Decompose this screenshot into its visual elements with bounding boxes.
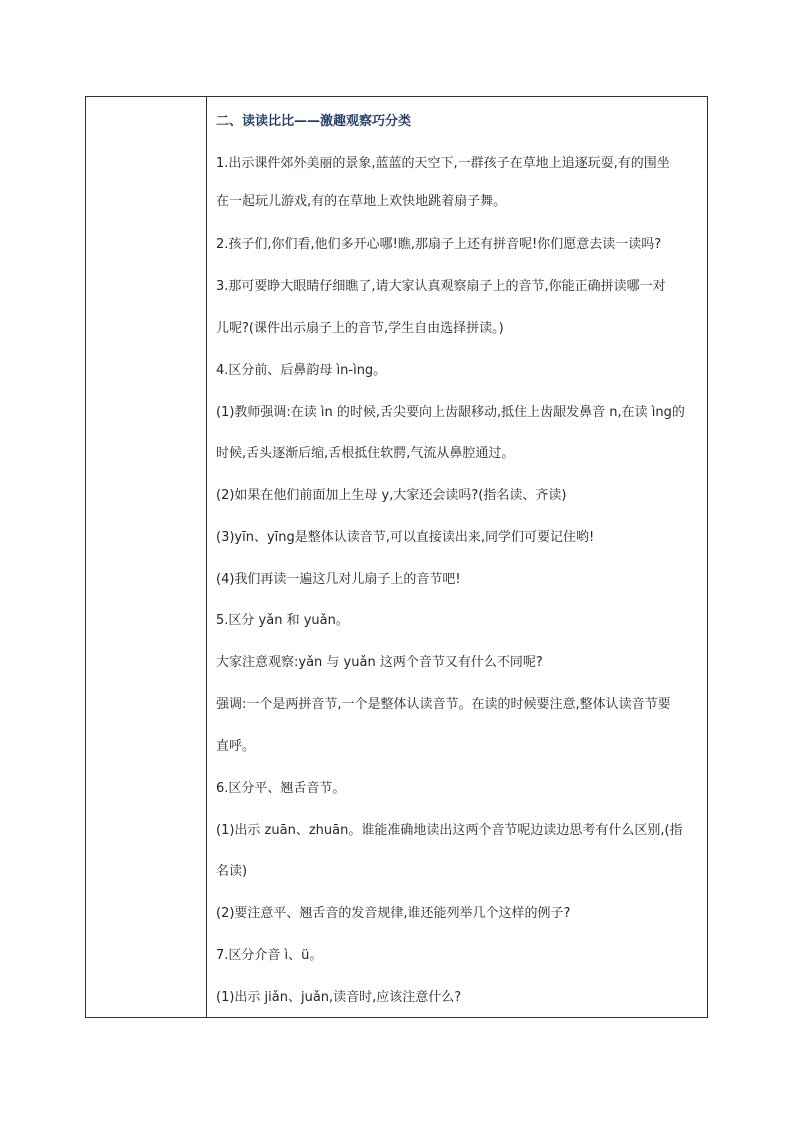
table-content-column: [207, 97, 707, 1017]
paragraph-line: (1)出示 jiǎn、juǎn,读音时,应该注意什么?: [216, 990, 462, 1005]
paragraph-line: 3.那可要睁大眼睛仔细瞧了,请大家认真观察扇子上的音节,你能正确拼读哪一对: [216, 279, 666, 294]
paragraph-line: (2)要注意平、翘舌音的发音规律,谁还能列举几个这样的例子?: [216, 906, 571, 921]
paragraph-line: 4.区分前、后鼻韵母 ìn-ìng。: [216, 363, 387, 378]
paragraph-line: 名读): [216, 864, 248, 879]
paragraph-line: (1)出示 zuān、zhuān。谁能准确地读出这两个音节呢边读边思考有什么区别,(指: [216, 823, 683, 838]
paragraph-line: 儿呢?(课件出示扇子上的音节,学生自由选择拼读。): [216, 321, 504, 336]
paragraph-line: 时候,舌头逐渐后缩,舌根抵住软腭,气流从鼻腔通过。: [216, 446, 515, 461]
paragraph-line: 大家注意观察:yǎn 与 yuǎn 这两个音节又有什么不同呢?: [216, 655, 543, 670]
paragraph-line: 1.出示课件郊外美丽的景象,蓝蓝的天空下,一群孩子在草地上追逐玩耍,有的围坐: [216, 156, 670, 171]
paragraph-line: 7.区分介音 ì、ü。: [216, 948, 323, 963]
section-heading: 二、读读比比——激趣观察巧分类: [216, 114, 412, 129]
paragraph-line: (1)教师强调:在读 ìn 的时候,舌尖要向上齿龈移动,抵住上齿龈发鼻音 n,在读 ìng的: [216, 405, 685, 420]
paragraph-line: (3)yīn、yīng是整体认读音节,可以直接读出来,同学们可要记住哟!: [216, 530, 595, 545]
paragraph-line: 6.区分平、翘舌音节。: [216, 781, 346, 796]
paragraph-line: (4)我们再读一遍这几对儿扇子上的音节吧!: [216, 572, 461, 587]
paragraph-line: 2.孩子们,你们看,他们多开心哪!瞧,那扇子上还有拼音呢!你们愿意去读一读吗?: [216, 237, 662, 252]
paragraph-line: 直呼。: [216, 739, 256, 754]
lesson-plan-table: [85, 96, 708, 1018]
paragraph-line: (2)如果在他们前面加上生母 y,大家还会读吗?(指名读、齐读): [216, 488, 567, 503]
paragraph-line: 5.区分 yǎn 和 yuǎn。: [216, 613, 349, 628]
paragraph-line: 强调:一个是两拼音节,一个是整体认读音节。在读的时候要注意,整体认读音节要: [216, 697, 671, 712]
table-left-column: [86, 97, 207, 1017]
paragraph-line: 在一起玩儿游戏,有的在草地上欢快地跳着扇子舞。: [216, 194, 507, 209]
